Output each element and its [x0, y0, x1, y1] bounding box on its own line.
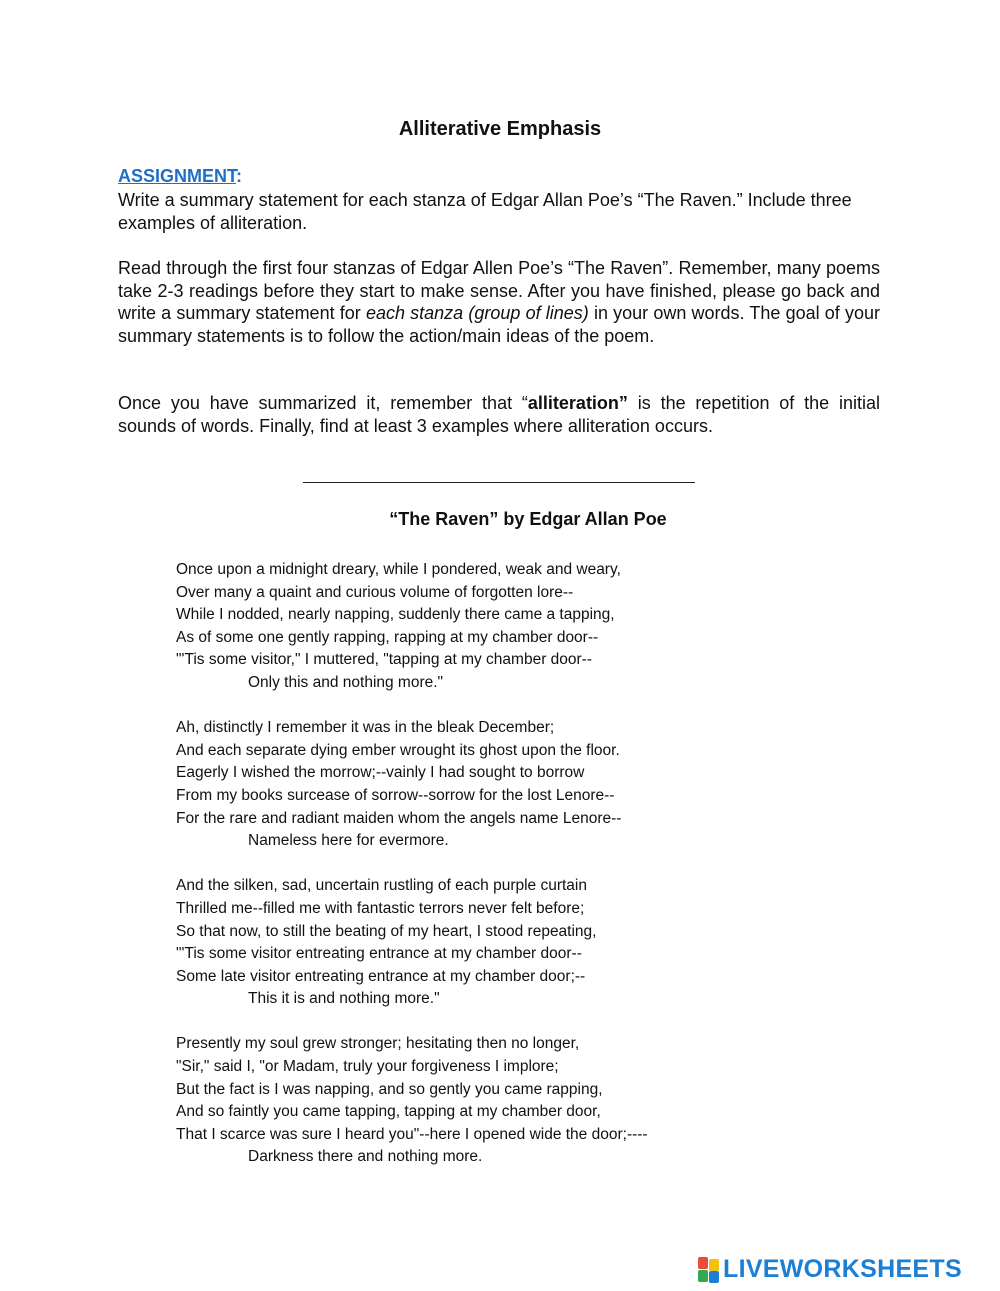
poem-line: Over many a quaint and curious volume of forgotten lore-- [176, 583, 574, 601]
poem-line: And the silken, sad, uncertain rustling of each purple curtain [176, 877, 587, 895]
instructions-italic-text: each stanza (group of lines) [365, 303, 589, 323]
poem-refrain: Only this and nothing more." [248, 673, 444, 691]
poem-line: And so faintly you came tapping, tapping at my chamber door, [176, 1103, 601, 1121]
poem-line: While I nodded, nearly napping, suddenly there came a tapping, [176, 606, 615, 624]
poem-line: "'Tis some visitor," I muttered, "tapping at my chamber door-- [176, 651, 593, 669]
section-divider [303, 482, 695, 483]
logo-block-yellow [709, 1259, 719, 1271]
poem-refrain: Darkness there and nothing more. [248, 1148, 483, 1166]
poem-title: “The Raven” by Edgar Allan Poe [389, 509, 667, 529]
poem-line: But the fact is I was napping, and so gently you came rapping, [176, 1080, 603, 1098]
liveworksheets-watermark [698, 1255, 962, 1284]
poem-stanza-4 [176, 1033, 816, 1169]
poem-line: From my books surcease of sorrow--sorrow for the lost Lenore-- [176, 786, 615, 804]
poem-line: As of some one gently rapping, rapping at my chamber door-- [176, 628, 599, 646]
poem-refrain: Nameless here for evermore. [248, 832, 449, 850]
poem-line: Some late visitor entreating entrance at my chamber door;-- [176, 967, 586, 985]
poem-stanza-3 [176, 875, 816, 1011]
assignment-heading-colon: : [236, 166, 243, 186]
logo-block-green [698, 1270, 708, 1282]
logo-block-red [698, 1257, 708, 1269]
alliteration-term: alliteration” [527, 393, 628, 413]
poem-line: "Sir," said I, "or Madam, truly your forgiveness I implore; [176, 1058, 559, 1076]
poem-line: And each separate dying ember wrought its ghost upon the floor. [176, 741, 620, 759]
assignment-heading-word: ASSIGNMENT [118, 166, 237, 186]
poem-stanza-1 [176, 559, 816, 695]
poem-body [176, 559, 816, 1192]
poem-line: Once upon a midnight dreary, while I pondered, weak and weary, [176, 561, 621, 578]
instructions-text: is the repetition of the initial sounds of words. Finally, find at least 3 examples where alliteration occurs. [118, 393, 880, 436]
liveworksheets-logo-icon [698, 1257, 720, 1283]
instructions-paragraph-alliteration [118, 392, 880, 437]
instructions-text: in your own words. The goal of your summary statements is to follow the action/main ideas of the poem. [118, 303, 880, 346]
logo-block-blue [709, 1271, 719, 1283]
assignment-heading [118, 166, 242, 187]
poem-refrain: This it is and nothing more." [248, 990, 440, 1008]
instructions-text: Read through the first four stanzas of Edgar Allen Poe’s “The Raven”. Remember, many poems take 2-3 readings before they start to make sense. After you have finished, please go back and write a summary statement for [118, 258, 880, 323]
poem-line: For the rare and radiant maiden whom the angels name Lenore-- [176, 809, 622, 827]
assignment-text: Write a summary statement for each stanza of Edgar Allan Poe’s “The Raven.” Include three examples of alliteration. [118, 190, 852, 233]
poem-line: So that now, to still the beating of my heart, I stood repeating, [176, 922, 597, 940]
poem-stanza-2 [176, 717, 816, 853]
poem-line: Eagerly I wished the morrow;--vainly I had sought to borrow [176, 764, 585, 782]
poem-line: "'Tis some visitor entreating entrance at my chamber door-- [176, 945, 582, 963]
poem-line: Thrilled me--filled me with fantastic terrors never felt before; [176, 899, 585, 917]
page-title: Alliterative Emphasis [398, 118, 602, 140]
instructions-text: Once you have summarized it, remember that “ [118, 393, 528, 413]
poem-line: Ah, distinctly I remember it was in the bleak December; [176, 719, 555, 737]
liveworksheets-logo-text: LIVEWORKSHEETS [723, 1255, 962, 1283]
poem-line: Presently my soul grew stronger; hesitating then no longer, [176, 1035, 580, 1053]
instructions-paragraph-reading [118, 257, 880, 347]
poem-line: That I scarce was sure I heard you"--here I opened wide the door;---- [176, 1125, 648, 1143]
